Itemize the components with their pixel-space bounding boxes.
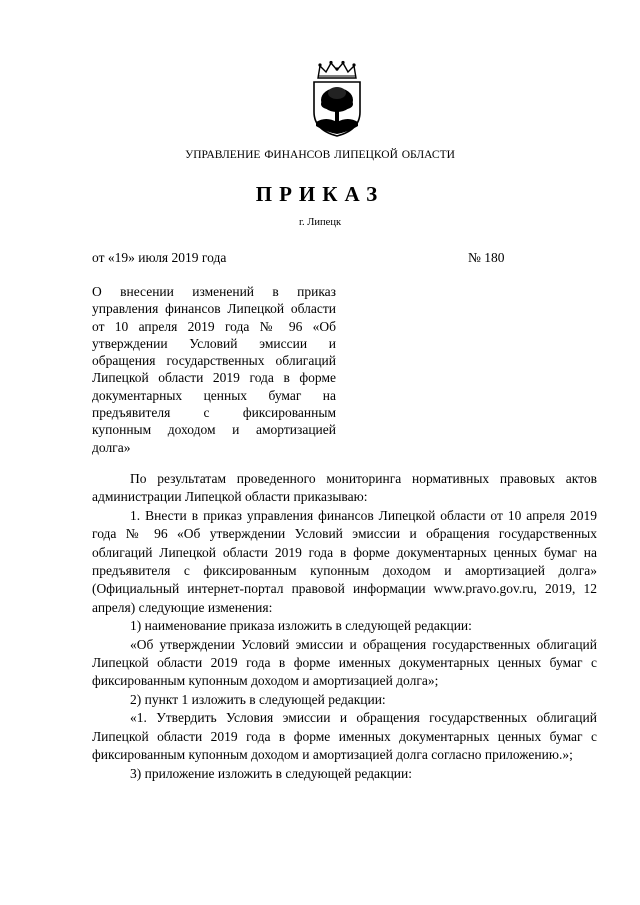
body-paragraph: 3) приложение изложить в следующей редакции: — [130, 765, 413, 781]
city: г. Липецк — [298, 217, 342, 228]
body-paragraph: По результатам проведенного мониторинга нормативных правовых актов администрации Липецкой области приказываю: — [92, 471, 597, 505]
body-paragraph: 2) пункт 1 изложить в следующей редакции: — [130, 691, 386, 707]
body-paragraph: «1. Утвердить Условия эмиссии и обращения государственных облигаций Липецкой области 2019 года в форме именных документарных ценных бумаг с фиксированным купонным доходом и амортизацией долга согласно приложению.»; — [92, 710, 597, 763]
body-paragraph: 1. Внести в приказ управления финансов Липецкой области от 10 апреля 2019 года № 96 «Об утверждении Условий эмиссии и обращения государственных облигаций Липецкой области 2019 года в форме документарных ценных бумаг на предъявителя с фиксированным купонным доходом и амортизацией долга» (Официальный интернет-портал правовой информации www.pravo.gov.ru, 2019, 12 апреля) следующие изменения: — [92, 507, 597, 615]
order-body — [92, 470, 597, 783]
order-number: № 180 — [468, 250, 505, 265]
order-date: от «19» июля 2019 года — [92, 250, 227, 265]
body-paragraph: «Об утверждении Условий эмиссии и обращения государственных облигаций Липецкой области 2019 года в форме именных документарных ценных бумаг с фиксированным купонным доходом и амортизацией долга»; — [92, 636, 597, 689]
document-title: ПРИКАЗ — [255, 182, 385, 206]
coat-of-arms-icon — [306, 60, 368, 138]
organization-name: УПРАВЛЕНИЕ ФИНАНСОВ ЛИПЕЦКОЙ ОБЛАСТИ — [185, 149, 455, 161]
body-paragraph: 1) наименование приказа изложить в следующей редакции: — [130, 618, 472, 634]
order-subject: О внесении изменений в приказ управления финансов Липецкой области от 10 апреля 2019 года № 96 «Об утверждении Условий эмиссии и обращения государственных облигаций Липецкой области 2019 года в форме документарных ценных бумаг на предъявителя с фиксированным купонным доходом и амортизацией долга» — [92, 284, 336, 455]
